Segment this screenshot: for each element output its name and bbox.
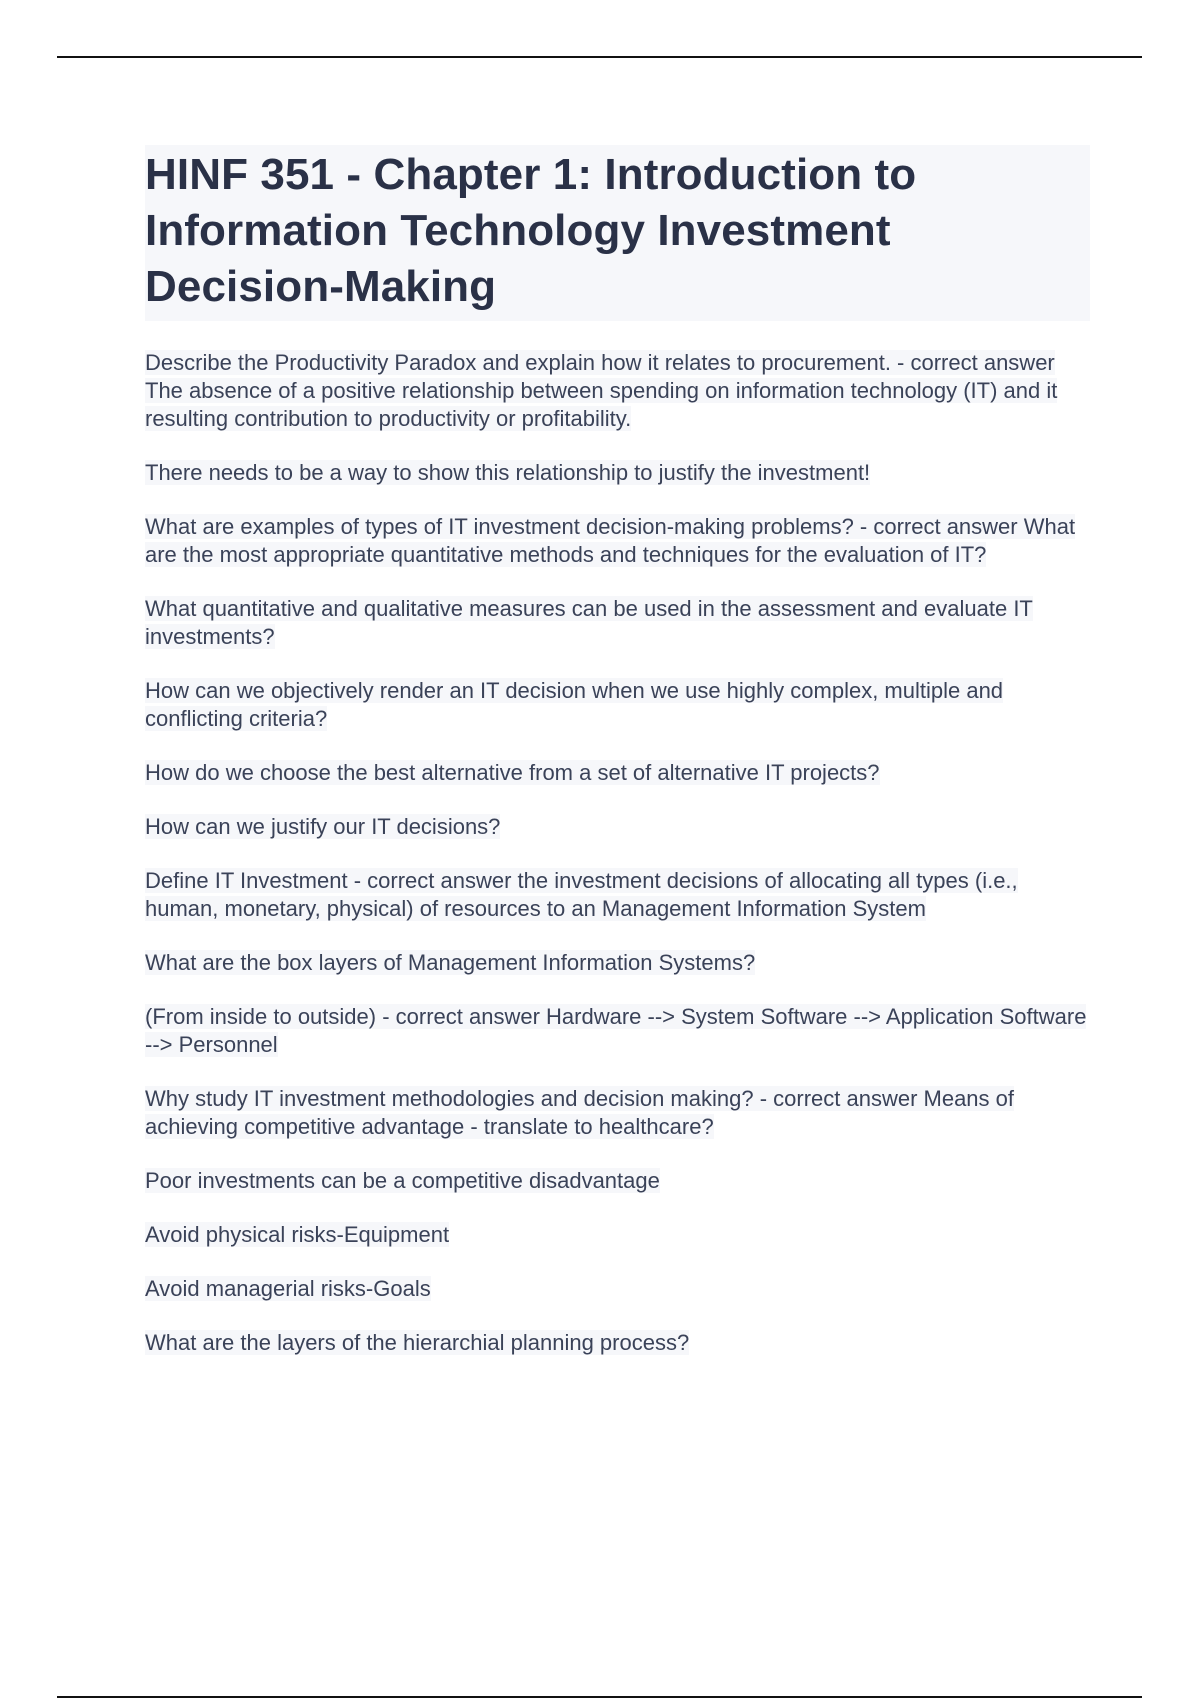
- paragraph-measures: [145, 595, 1090, 651]
- paragraph-text: How can we justify our IT decisions?: [145, 814, 501, 839]
- paragraph-inside-outside: [145, 1003, 1090, 1059]
- paragraph-text: Avoid managerial risks-Goals: [145, 1276, 431, 1301]
- bottom-rule: [57, 1696, 1142, 1698]
- paragraph-justify-relationship: [145, 459, 1090, 487]
- paragraph-text: Avoid physical risks-Equipment: [145, 1222, 450, 1247]
- paragraph-text: Why study IT investment methodologies and decision making? - correct answer Means of achieving competitive advantage - translate to healthcare?: [145, 1086, 1014, 1139]
- paragraph-objective-decision: [145, 677, 1090, 733]
- paragraph-text: What are examples of types of IT investment decision-making problems? - correct answer What are the most appropriate quantitative methods and techniques for the evaluation of IT?: [145, 514, 1076, 567]
- paragraph-text: How can we objectively render an IT decision when we use highly complex, multiple and conflicting criteria?: [145, 678, 1004, 731]
- document-title: HINF 351 - Chapter 1: Introduction to Information Technology Investment Decision-Making: [145, 150, 917, 311]
- top-rule: [57, 56, 1142, 58]
- paragraph-text: (From inside to outside) - correct answer Hardware --> System Software --> Application Software --> Personnel: [145, 1004, 1087, 1057]
- paragraph-productivity-paradox: [145, 349, 1090, 433]
- paragraph-text: What are the layers of the hierarchial planning process?: [145, 1330, 690, 1355]
- paragraph-text: How do we choose the best alternative from a set of alternative IT projects?: [145, 760, 880, 785]
- paragraph-text: What are the box layers of Management Information Systems?: [145, 950, 756, 975]
- paragraph-justify-decisions: [145, 813, 1090, 841]
- paragraph-define-it-investment: [145, 867, 1090, 923]
- paragraph-text: There needs to be a way to show this relationship to justify the investment!: [145, 460, 871, 485]
- paragraph-physical-risks: [145, 1221, 1090, 1249]
- paragraph-text: Poor investments can be a competitive disadvantage: [145, 1168, 660, 1193]
- paragraph-managerial-risks: [145, 1275, 1090, 1303]
- title-block: [145, 145, 1090, 321]
- paragraph-text: What quantitative and qualitative measures can be used in the assessment and evaluate IT investments?: [145, 596, 1033, 649]
- paragraph-text: Describe the Productivity Paradox and explain how it relates to procurement. - correct answer The absence of a positive relationship between spending on information technology (IT) and it resulting contribution to productivity or profitability.: [145, 350, 1058, 431]
- paragraph-best-alternative: [145, 759, 1090, 787]
- paragraph-box-layers: [145, 949, 1090, 977]
- paragraph-decision-problems: [145, 513, 1090, 569]
- document-body: [145, 145, 1090, 1383]
- paragraph-text: Define IT Investment - correct answer the investment decisions of allocating all types (i.e., human, monetary, physical) of resources to an Management Information System: [145, 868, 1018, 921]
- paragraph-hierarchial-planning: [145, 1329, 1090, 1357]
- paragraph-why-study: [145, 1085, 1090, 1141]
- paragraph-poor-investments: [145, 1167, 1090, 1195]
